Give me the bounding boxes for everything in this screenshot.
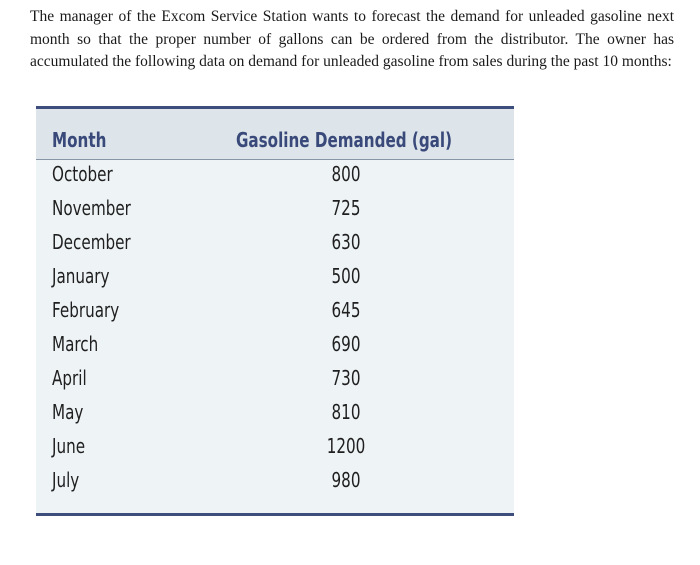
demand-value: 800 [331, 162, 361, 186]
demand-value: 730 [331, 366, 361, 390]
table-row-month: July [52, 468, 80, 492]
table-row-month: May [52, 400, 84, 424]
demand-value: 1200 [326, 434, 366, 458]
demand-value: 645 [331, 298, 361, 322]
demand-value: 500 [331, 264, 361, 288]
demand-table [36, 106, 514, 516]
table-bottom-rule [36, 513, 514, 516]
table-row-month: March [52, 332, 99, 356]
column-header-month: Month [52, 128, 107, 152]
demand-value: 810 [331, 400, 361, 424]
table-row-month: January [52, 264, 110, 288]
table-row-month: February [52, 298, 120, 322]
demand-value: 725 [331, 196, 361, 220]
demand-value: 630 [331, 230, 361, 254]
table-row-month: December [52, 230, 131, 254]
demand-value: 980 [331, 468, 361, 492]
problem-statement: The manager of the Excom Service Station wants to forecast the demand for unleaded gasoline next month so that the proper number of gallons can be ordered from the distributor. The owner has accumulated the following data on demand for unleaded gasoline from sales during the past 10 months: [30, 8, 674, 70]
column-header-demand-label: Gasoline Demanded (gal) [235, 128, 453, 152]
demand-value: 690 [331, 332, 361, 356]
table-row-month: April [52, 366, 87, 390]
table-row-month: November [52, 196, 131, 220]
table-row-month: October [52, 162, 113, 186]
table-row-month: June [52, 434, 86, 458]
